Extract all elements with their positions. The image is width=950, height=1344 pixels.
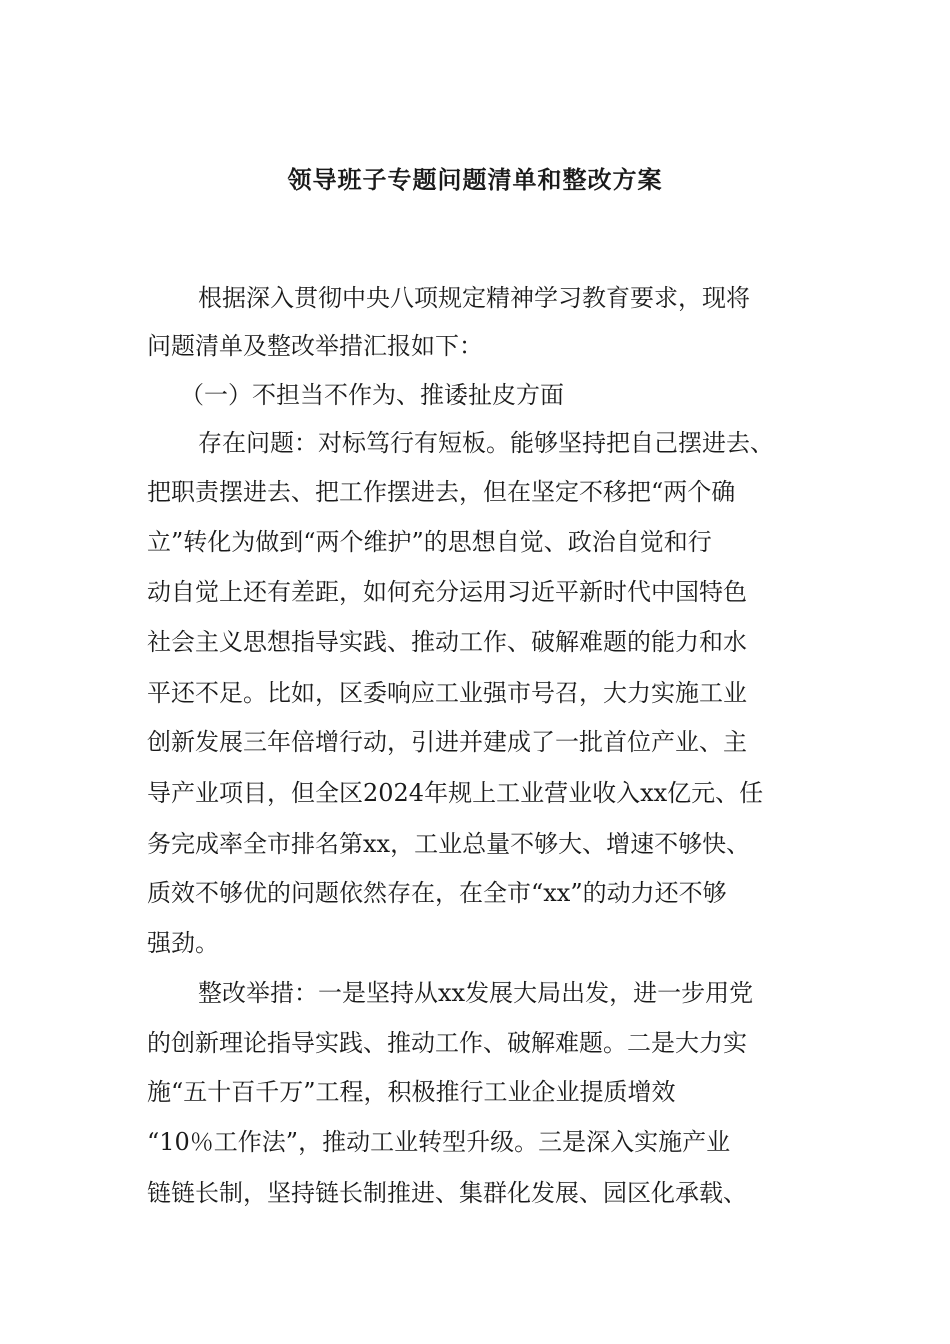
paragraph-line: 立”转化为做到“两个维护”的思想自觉、政治自觉和行 bbox=[147, 528, 712, 556]
paragraph-line: 问题清单及整改举措汇报如下： bbox=[147, 332, 483, 360]
paragraph-line: 质效不够优的问题依然存在，在全市“xx”的动力还不够 bbox=[147, 879, 727, 907]
paragraph-line: 链链长制，坚持链长制推进、集群化发展、园区化承载、 bbox=[147, 1179, 747, 1207]
paragraph-line: 整改举措：一是坚持从xx发展大局出发，进一步用党 bbox=[198, 979, 754, 1007]
paragraph-line: 施“五十百千万”工程，积极推行工业企业提质增效 bbox=[147, 1078, 676, 1106]
paragraph-line: 平还不足。比如，区委响应工业强市号召，大力实施工业 bbox=[147, 679, 747, 707]
paragraph-line: 创新发展三年倍增行动，引进并建成了一批首位产业、主 bbox=[147, 728, 747, 756]
paragraph-line: 动自觉上还有差距，如何充分运用习近平新时代中国特色 bbox=[147, 578, 747, 606]
paragraph-line: 社会主义思想指导实践、推动工作、破解难题的能力和水 bbox=[147, 628, 747, 656]
paragraph-line: 把职责摆进去、把工作摆进去，但在坚定不移把“两个确 bbox=[147, 478, 736, 506]
paragraph-line: 务完成率全市排名第xx，工业总量不够大、增速不够快、 bbox=[147, 830, 751, 858]
paragraph-line: “10％工作法”，推动工业转型升级。三是深入实施产业 bbox=[147, 1128, 731, 1156]
paragraph-line: 存在问题：对标笃行有短板。能够坚持把自己摆进去、 bbox=[198, 429, 774, 457]
section-heading: （一）不担当不作为、推诿扯皮方面 bbox=[180, 381, 564, 409]
paragraph-line: 导产业项目，但全区2024年规上工业营业收入xx亿元、任 bbox=[147, 779, 764, 807]
paragraph-line: 的创新理论指导实践、推动工作、破解难题。二是大力实 bbox=[147, 1029, 747, 1057]
paragraph-line: 根据深入贯彻中央八项规定精神学习教育要求，现将 bbox=[198, 284, 750, 312]
paragraph-line: 强劲。 bbox=[147, 929, 219, 957]
document-title: 领导班子专题问题清单和整改方案 bbox=[287, 166, 663, 194]
